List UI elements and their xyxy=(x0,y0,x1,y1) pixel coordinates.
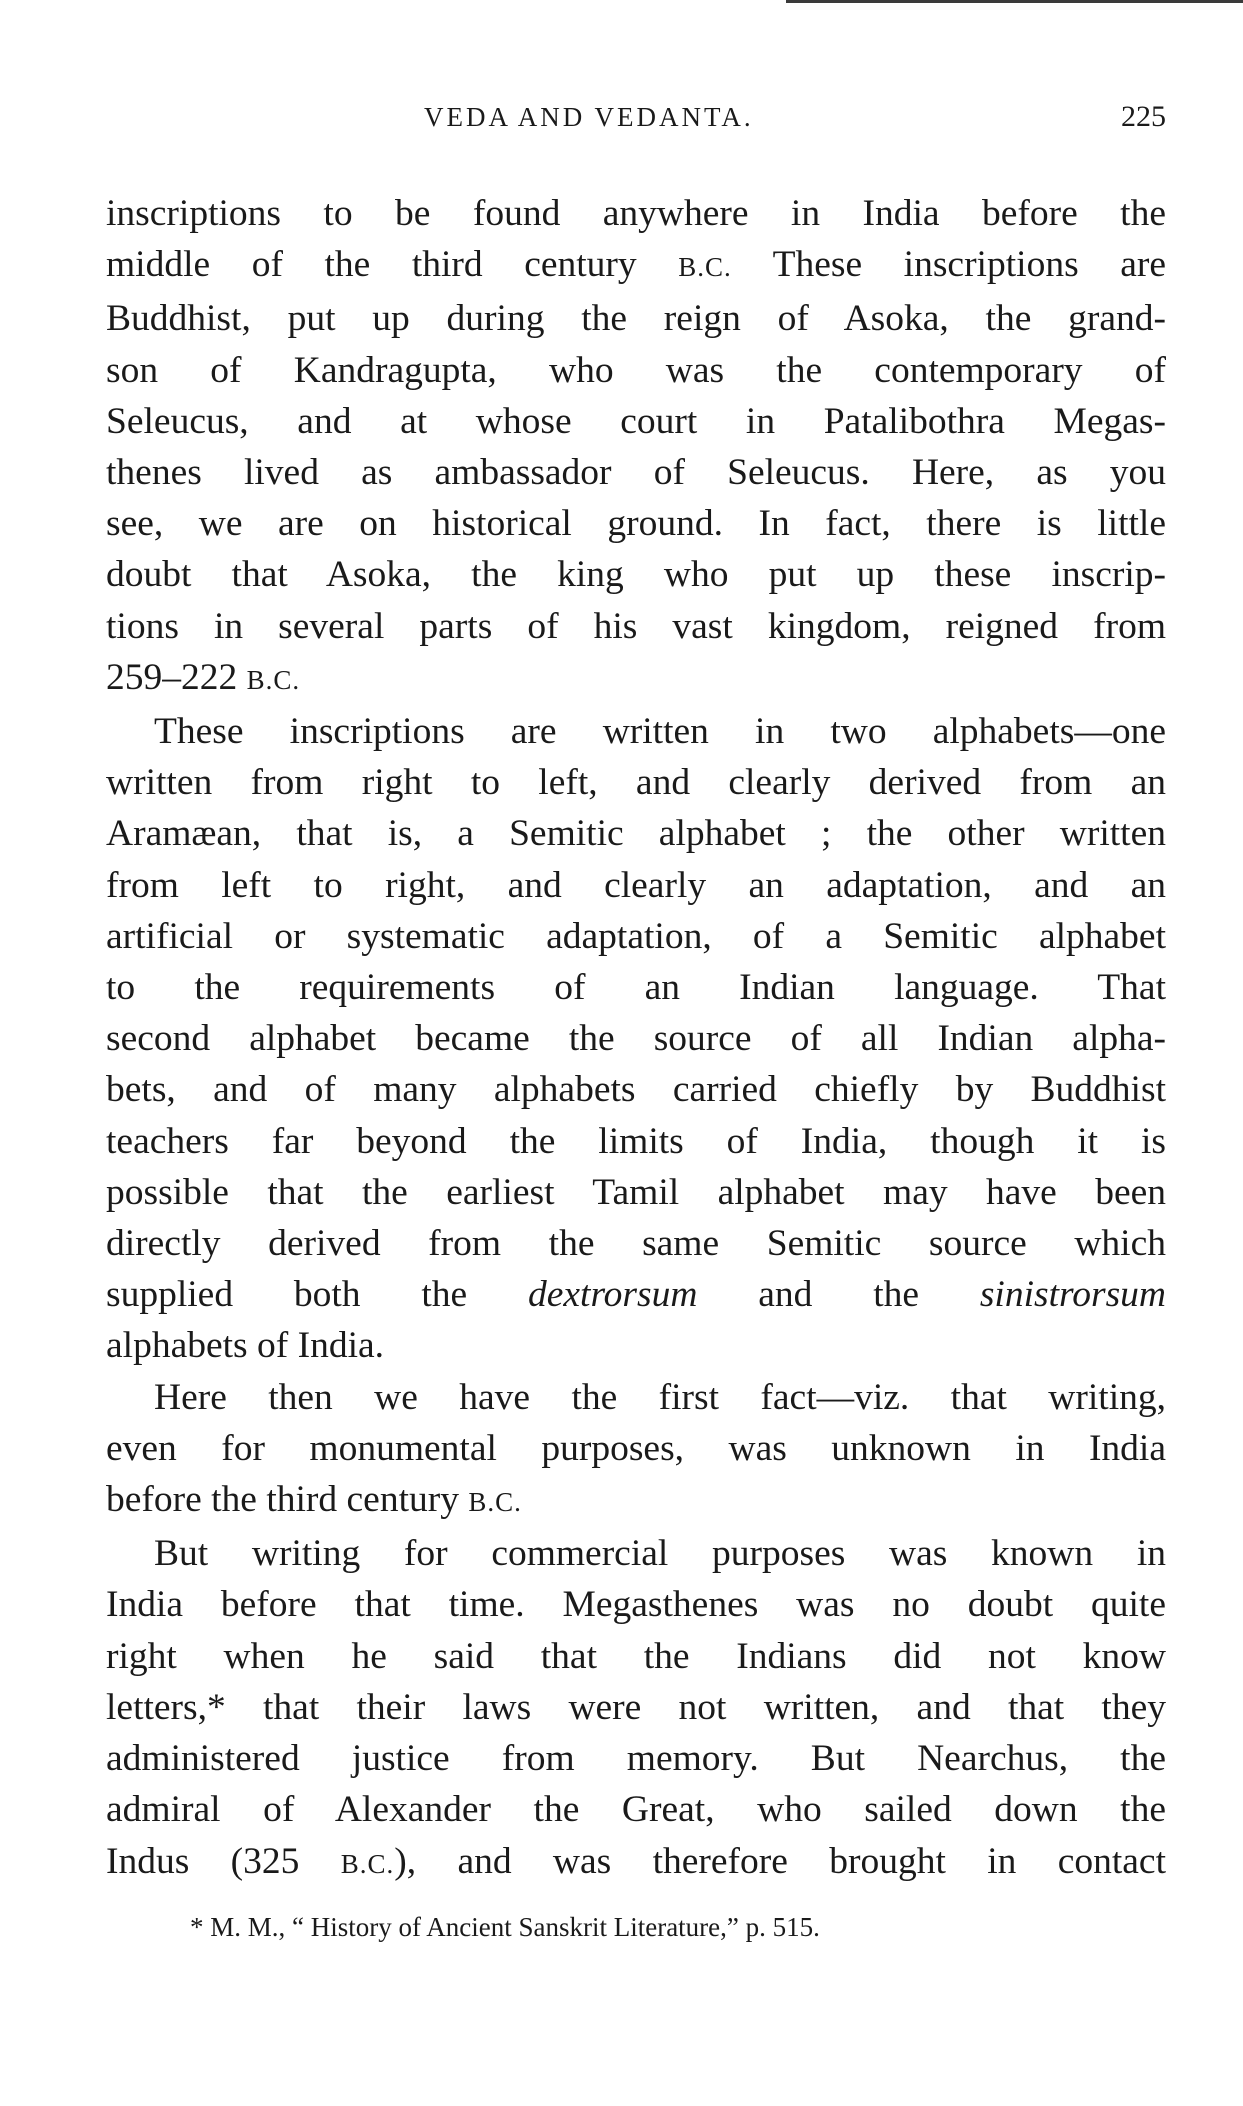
text-line: see, we are on historical ground. In fact, there is little xyxy=(106,503,1166,545)
text-line: Indus (325 B.C.), and was therefore brought in contact xyxy=(106,1840,1166,1882)
text-line: to the requirements of an Indian language. That xyxy=(106,967,1166,1009)
text-line: middle of the third century B.C. These inscriptions are xyxy=(106,244,1166,286)
text-line: possible that the earliest Tamil alphabet may have been xyxy=(106,1171,1166,1213)
text-line: These inscriptions are written in two alphabets—one xyxy=(154,711,1166,753)
top-rule xyxy=(786,0,1243,3)
footnote: * M. M., “ History of Ancient Sanskrit Literature,” p. 515. xyxy=(190,1912,820,1942)
text-line: tions in several parts of his vast kingdom, reigned from xyxy=(106,605,1166,647)
text-line: right when he said that the Indians did not know xyxy=(106,1635,1166,1677)
text-line: even for monumental purposes, was unknown in India xyxy=(106,1427,1166,1469)
text-line: thenes lived as ambassador of Seleucus. Here, as you xyxy=(106,452,1166,494)
text-line: before the third century B.C. xyxy=(106,1479,522,1521)
text-line: Buddhist, put up during the reign of Asoka, the grand- xyxy=(106,298,1166,340)
text-line: supplied both the dextrorsum and the sinistrorsum xyxy=(106,1274,1166,1316)
running-title: VEDA AND VEDANTA. xyxy=(424,102,754,132)
text-line: artificial or systematic adaptation, of a Semitic alphabet xyxy=(106,915,1166,957)
text-line: But writing for commercial purposes was known in xyxy=(154,1533,1166,1575)
text-line: bets, and of many alphabets carried chiefly by Buddhist xyxy=(106,1069,1166,1111)
text-line: doubt that Asoka, the king who put up these inscrip- xyxy=(106,554,1166,596)
text-line: inscriptions to be found anywhere in India before the xyxy=(106,193,1166,234)
text-line: Seleucus, and at whose court in Patalibothra Megas- xyxy=(106,400,1166,442)
text-line: Aramæan, that is, a Semitic alphabet ; the other written xyxy=(106,813,1166,855)
running-head xyxy=(100,102,1166,142)
body-text xyxy=(106,188,1166,1890)
text-line: written from right to left, and clearly derived from an xyxy=(106,762,1166,804)
text-line: second alphabet became the source of all Indian alpha- xyxy=(106,1018,1166,1060)
text-line: 259–222 B.C. xyxy=(106,656,301,698)
page-number: 225 xyxy=(1121,100,1166,133)
text-line: teachers far beyond the limits of India, though it is xyxy=(106,1120,1166,1162)
text-line: Here then we have the first fact—viz. that writing, xyxy=(154,1376,1166,1418)
text-line: alphabets of India. xyxy=(106,1325,385,1367)
text-line: son of Kandragupta, who was the contemporary of xyxy=(106,349,1166,391)
text-line: directly derived from the same Semitic source which xyxy=(106,1223,1166,1265)
text-line: admiral of Alexander the Great, who sailed down the xyxy=(106,1789,1166,1831)
text-line: letters,* that their laws were not written, and that they xyxy=(106,1686,1166,1728)
text-line: from left to right, and clearly an adaptation, and an xyxy=(106,864,1166,906)
text-line: administered justice from memory. But Nearchus, the xyxy=(106,1738,1166,1780)
text-line: India before that time. Megasthenes was no doubt quite xyxy=(106,1584,1166,1626)
